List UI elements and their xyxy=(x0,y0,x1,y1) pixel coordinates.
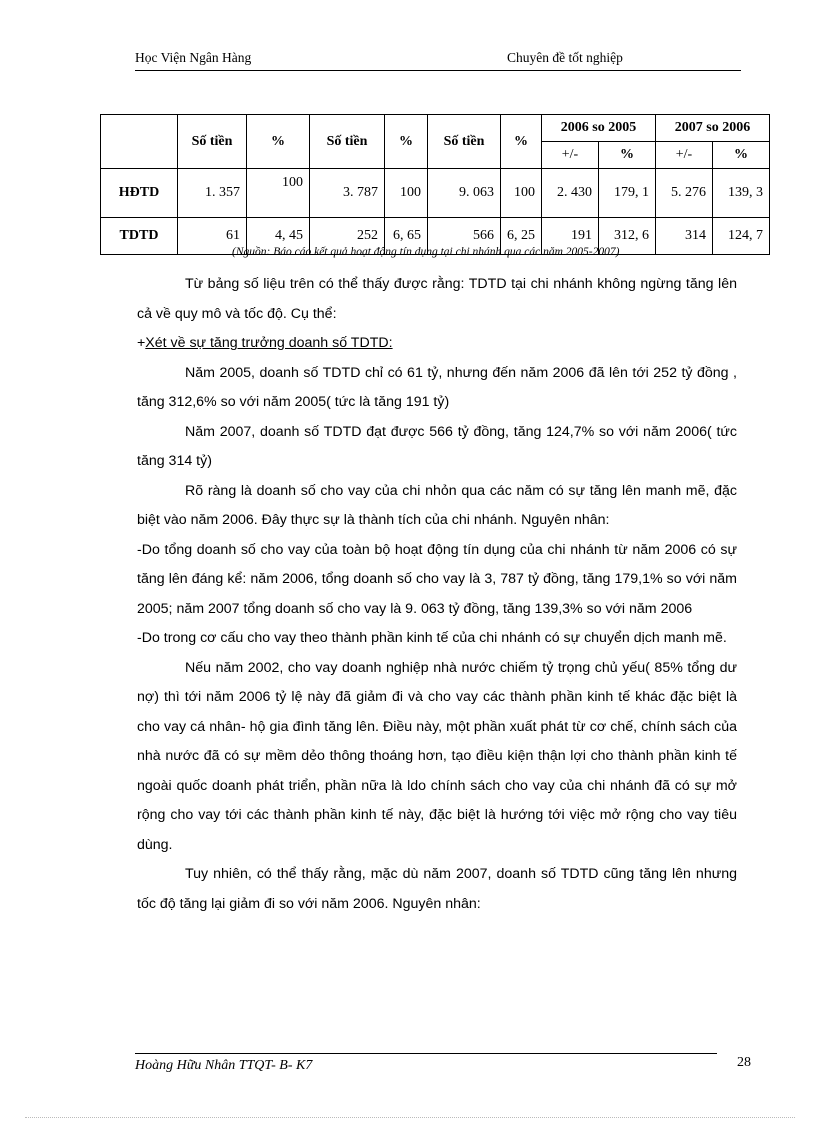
table-cell: 124, 7 xyxy=(713,218,770,255)
table-cell: 100 xyxy=(501,169,542,218)
footer-author: Hoàng Hữu Nhân TTQT- B- K7 xyxy=(135,1058,313,1073)
bullet-heading xyxy=(137,329,737,359)
col-header: Số tiền xyxy=(428,115,501,169)
table-cell: 252 xyxy=(310,218,385,255)
paragraph: Tuy nhiên, có thể thấy rằng, mặc dù năm 2007, doanh số TDTD cũng tăng lên nhưng tốc độ tăng lại giảm đi so với năm 2006. Nguyên nhân: xyxy=(137,866,737,912)
dash-item-text: Do trong cơ cấu cho vay theo thành phần kinh tế của chi nhánh có sự chuyển dịch manh mẽ. xyxy=(141,630,727,646)
bullet-plus: + xyxy=(137,335,146,351)
table-row-hdtd xyxy=(101,169,770,218)
table-cell: 100 xyxy=(385,169,428,218)
row-label: TDTD xyxy=(101,218,178,255)
table-cell: 566 xyxy=(428,218,501,255)
paragraph: Nếu năm 2002, cho vay doanh nghiệp nhà nước chiếm tỷ trọng chủ yếu( 85% tổng dư nợ) thì tới năm 2006 tỷ lệ này đã giảm đi và cho vay các thành phần kinh tế khác đặc biệt là cho vay cá nhân- hộ gia đình tăng lên. Điều này, một phần xuất phát từ cơ chế, chính sách của nhà nước đã có sự mềm dẻo thông thoáng hơn, tạo điều kiện thận lợi cho thành phần kinh tế ngoài quốc doanh phát triển, phần nữa là ldo chính sách cho vay của chi nhánh đã có sự mở rộng cho vay tới các thành phần kinh tế này, đặc biệt là hướng tới việc mở rộng cho vay tiêu dùng. xyxy=(137,659,737,853)
footer-rule xyxy=(135,1053,717,1054)
dash-mark: - xyxy=(137,541,142,558)
table-source-note: (Nguồn: Báo cáo kết quả hoạt động tín dụng tại chi nhánh qua các năm 2005-2007) xyxy=(232,246,620,258)
col-header: % xyxy=(501,115,542,169)
paragraph: Rõ ràng là doanh số cho vay của chi nhỏn qua các năm có sự tăng lên manh mẽ, đặc biệt vào năm 2006. Đây thực sự là thành tích của chi nhánh. Nguyên nhân: xyxy=(137,482,737,528)
group-header-2006: 2006 so 2005 xyxy=(542,115,656,142)
table-cell: 3. 787 xyxy=(310,169,385,218)
table-cell: 5. 276 xyxy=(656,169,713,218)
col-header: Số tiền xyxy=(310,115,385,169)
page-number: 28 xyxy=(737,1055,751,1070)
table-cell: 61 xyxy=(178,218,247,255)
credit-table xyxy=(100,114,770,255)
page-bottom-divider xyxy=(25,1117,795,1118)
paragraph: Từ bảng số liệu trên có thể thấy được rằng: TDTD tại chi nhánh không ngừng tăng lên cả về quy mô và tốc độ. Cụ thể: xyxy=(137,276,737,322)
group-header-2007: 2007 so 2006 xyxy=(656,115,770,142)
table-cell: 9. 063 xyxy=(428,169,501,218)
sub-header: % xyxy=(599,142,656,169)
dash-item xyxy=(137,624,737,654)
col-header: Số tiền xyxy=(178,115,247,169)
sub-header: % xyxy=(713,142,770,169)
table-header-row xyxy=(101,115,770,142)
bullet-heading-text: Xét về sự tăng trưởng doanh số TDTD: xyxy=(145,335,393,351)
dash-item-text: Do tổng doanh số cho vay của toàn bộ hoạt động tín dụng của chi nhánh từ năm 2006 có sự tăng lên đáng kể: năm 2006, tổng doanh số cho vay là 3, 787 tỷ đồng, tăng 179,1% so với năm 2005; năm 2007 tổng doanh số cho vay là 9. 063 tỷ đồng, tăng 139,3% so với năm 2006 xyxy=(137,541,737,617)
paragraph: Năm 2005, doanh số TDTD chỉ có 61 tỷ, nhưng đến năm 2006 đã lên tới 252 tỷ đồng , tăng 312,6% so với năm 2005( tức là tăng 191 tỷ) xyxy=(137,364,737,410)
table-cell: 2. 430 xyxy=(542,169,599,218)
paragraph: Năm 2007, doanh số TDTD đạt được 566 tỷ đồng, tăng 124,7% so với năm 2006( tức tăng 314 tỷ) xyxy=(137,423,737,469)
dash-mark: - xyxy=(137,630,142,646)
page-header xyxy=(135,50,741,71)
table-cell: 179, 1 xyxy=(599,169,656,218)
table-cell: 6, 65 xyxy=(385,218,428,255)
table-cell: 191 xyxy=(542,218,599,255)
sub-header: +/- xyxy=(656,142,713,169)
body-text xyxy=(137,270,737,919)
table-cell: 4, 45 xyxy=(247,218,310,255)
header-institution: Học Viện Ngân Hàng xyxy=(135,50,252,65)
dash-item xyxy=(137,536,737,625)
table-cell xyxy=(247,169,310,218)
col-header: % xyxy=(247,115,310,169)
table-corner-cell xyxy=(101,115,178,169)
table-cell-value: 100 xyxy=(282,175,303,190)
table-cell: 1. 357 xyxy=(178,169,247,218)
header-document-type: Chuyên đề tốt nghiệp xyxy=(507,50,623,65)
table-cell: 314 xyxy=(656,218,713,255)
table-cell: 139, 3 xyxy=(713,169,770,218)
sub-header: +/- xyxy=(542,142,599,169)
col-header: % xyxy=(385,115,428,169)
table-cell: 6, 25 xyxy=(501,218,542,255)
table-cell: 312, 6 xyxy=(599,218,656,255)
row-label: HĐTD xyxy=(101,169,178,218)
